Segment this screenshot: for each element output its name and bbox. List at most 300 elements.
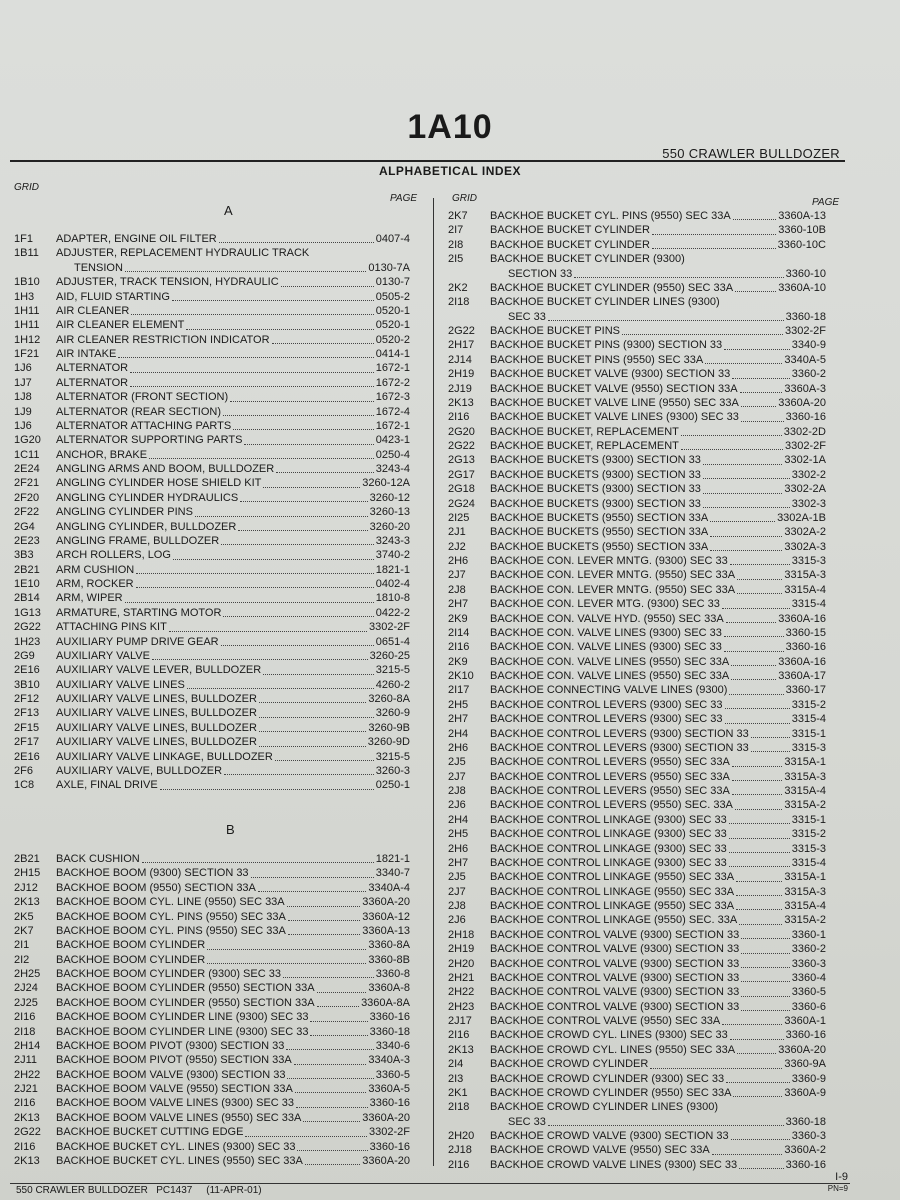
grid-code: 1H11 — [14, 304, 40, 317]
grid-code: 2J7 — [448, 569, 466, 582]
part-description: ANGLING CYLINDER HYDRAULICS — [56, 491, 239, 504]
part-description: BACKHOE BUCKET CYL. LINES (9550) SEC 33A — [56, 1154, 303, 1167]
grid-code: 2K13 — [448, 1043, 474, 1056]
column-divider — [433, 198, 434, 1166]
page-reference: 3740-2 — [375, 549, 410, 562]
entry-description-cell — [56, 1140, 370, 1154]
entry-description-cell — [56, 1010, 370, 1024]
dot-leader — [276, 472, 374, 473]
entry-description-cell — [490, 1028, 786, 1042]
page-reference: 3360A-9 — [784, 1086, 826, 1099]
part-description: ALTERNATOR (FRONT SECTION) — [56, 391, 229, 404]
grid-code: 2G17 — [448, 468, 475, 481]
page-reference: 3260-20 — [369, 520, 410, 533]
entry-description-cell — [490, 1100, 826, 1114]
page-reference: 1821-1 — [375, 563, 410, 576]
index-entry — [448, 482, 826, 496]
grid-code: 2I16 — [448, 411, 470, 424]
page-reference: 3315-3 — [791, 741, 826, 754]
entry-description-cell — [56, 1039, 376, 1053]
index-entry — [14, 996, 410, 1010]
page-reference: 3315-4 — [791, 856, 826, 869]
entry-description-cell — [490, 957, 792, 971]
index-entry — [448, 295, 826, 309]
entry-description-cell — [490, 439, 785, 453]
page-reference: 1821-1 — [375, 853, 410, 865]
entry-description-cell — [490, 554, 792, 568]
part-description: BACKHOE CON. VALVE LINES (9550) SEC 33A — [490, 670, 730, 682]
dot-leader — [310, 1035, 367, 1036]
dot-leader — [681, 449, 783, 450]
index-entry — [448, 252, 826, 266]
entry-description-cell — [56, 448, 376, 462]
entry-description-cell — [490, 913, 784, 927]
part-description: AUXILIARY VALVE LINKAGE, BULLDOZER — [56, 750, 273, 763]
dot-leader — [223, 616, 373, 617]
dot-leader — [272, 343, 374, 344]
part-description: BACKHOE CONTROL LINKAGE (9300) SEC 33 — [490, 842, 727, 855]
grid-code: 2I5 — [448, 253, 464, 266]
page-reference: 0520-2 — [375, 333, 410, 346]
grid-code: 1G20 — [14, 434, 41, 447]
page-reference: 3315A-3 — [784, 885, 826, 898]
part-description: BACKHOE BOOM CYLINDER (9300) SEC 33 — [56, 968, 281, 980]
entry-description-cell — [56, 1068, 376, 1082]
grid-code: 2H5 — [448, 828, 469, 841]
index-entry — [448, 1129, 826, 1143]
grid-code: 2G22 — [14, 1126, 41, 1139]
index-entry — [448, 540, 826, 554]
page-reference: 3315-3 — [791, 842, 826, 855]
dot-leader — [732, 794, 783, 795]
grid-code: 1J9 — [14, 405, 32, 418]
page-reference: 3260-12A — [362, 477, 410, 490]
entry-description-cell — [490, 353, 784, 367]
entry-description-cell — [56, 606, 376, 620]
page-reference: 3360A-20 — [778, 396, 826, 409]
entry-description-cell — [490, 482, 784, 496]
part-description: AUXILIARY PUMP DRIVE GEAR — [56, 635, 219, 648]
dot-leader — [737, 579, 782, 580]
grid-code: 2I25 — [448, 511, 470, 524]
dot-leader — [245, 1136, 367, 1137]
part-description: AUXILIARY VALVE LINES, BULLDOZER — [56, 693, 257, 705]
part-description: SECTION 33 — [508, 267, 573, 280]
entry-description-cell — [490, 813, 792, 827]
page-reference: 1810-8 — [375, 592, 410, 605]
index-title: ALPHABETICAL INDEX — [378, 164, 522, 178]
page-reference: 1672-4 — [375, 405, 410, 418]
part-description: BACKHOE CROWD CYLINDER — [490, 1058, 649, 1071]
grid-code: 2J21 — [14, 1083, 38, 1095]
grid-code: 2J25 — [14, 996, 38, 1009]
entry-description-cell — [56, 304, 376, 318]
entry-description-cell — [490, 468, 792, 482]
page-reference: 0402-4 — [375, 578, 410, 590]
index-entry — [448, 209, 826, 223]
entry-description-cell — [490, 583, 784, 597]
index-entry — [448, 324, 826, 338]
dot-leader — [125, 602, 374, 603]
dot-leader — [730, 1039, 784, 1040]
grid-code: 2G18 — [448, 483, 475, 496]
index-entry — [14, 491, 410, 505]
entry-description-cell — [56, 577, 376, 591]
dot-leader — [710, 536, 782, 537]
entry-description-cell — [490, 511, 777, 525]
part-description: ANGLING ARMS AND BOOM, BULLDOZER — [56, 463, 275, 475]
entry-description-cell — [56, 390, 376, 404]
grid-code: 2H4 — [448, 813, 469, 826]
dot-leader — [259, 717, 374, 718]
grid-code: 2J5 — [448, 871, 466, 884]
part-description: AUXILIARY VALVE LINES, BULLDOZER — [56, 707, 257, 720]
grid-code: 2H14 — [14, 1039, 41, 1052]
index-entry — [14, 419, 410, 433]
footer-rule — [10, 1183, 850, 1184]
part-description: BACKHOE CON. VALVE LINES (9550) SEC 33A — [490, 655, 730, 668]
entry-description-cell — [56, 491, 370, 505]
page-reference: 3360-15 — [785, 626, 826, 639]
dot-leader — [650, 1068, 782, 1069]
dot-leader — [736, 895, 782, 896]
part-description: BACKHOE BUCKET CUTTING EDGE — [56, 1126, 244, 1139]
index-entry — [14, 1053, 410, 1067]
dot-leader — [710, 521, 775, 522]
grid-code: 2G20 — [448, 425, 475, 438]
part-description: SEC 33 — [508, 1115, 546, 1128]
part-description: AIR CLEANER — [56, 304, 130, 317]
grid-code: 2J7 — [448, 770, 466, 783]
part-description: BACKHOE CON. LEVER MNTG. (9550) SEC 33A — [490, 583, 736, 596]
index-entry — [14, 1111, 410, 1125]
grid-code: 1C8 — [14, 779, 35, 792]
page-reference: 3215-5 — [375, 750, 410, 763]
page-reference: 3360-17 — [785, 684, 826, 697]
entry-description-cell — [490, 310, 786, 324]
part-description: BACKHOE BOOM CYLINDER (9550) SECTION 33A — [56, 996, 315, 1009]
part-description: AUXILIARY VALVE, BULLDOZER — [56, 764, 223, 777]
dot-leader — [729, 866, 790, 867]
page-reference: 3360-4 — [791, 971, 826, 984]
index-entry — [14, 361, 410, 375]
grid-code: 2K10 — [448, 670, 474, 682]
entry-description-cell — [56, 910, 362, 924]
entry-description-cell — [490, 655, 778, 669]
index-entry — [448, 1072, 826, 1086]
dot-leader — [221, 645, 374, 646]
page-reference: 3360-18 — [369, 1025, 410, 1038]
grid-code: 2B21 — [14, 853, 40, 865]
grid-code: 2J2 — [448, 540, 466, 553]
part-description: BACKHOE CROWD CYLINDER (9300) SEC 33 — [490, 1072, 725, 1085]
page-reference: 3360-2 — [791, 943, 826, 956]
dot-leader — [732, 378, 789, 379]
page-reference: 3360A-12 — [362, 910, 410, 923]
entry-description-cell — [490, 727, 792, 741]
page-reference: 3360A-16 — [778, 612, 826, 625]
part-description: BACKHOE BUCKET VALVE LINES (9300) SEC 33 — [490, 411, 739, 424]
index-entry — [14, 750, 410, 764]
entry-description-cell — [56, 1111, 362, 1125]
index-entry — [14, 433, 410, 447]
entry-description-cell — [56, 505, 370, 519]
page-reference: 0423-1 — [375, 434, 410, 447]
page-reference: 3360A-5 — [368, 1083, 410, 1095]
grid-code: 2G22 — [14, 621, 41, 634]
index-entry — [14, 953, 410, 967]
part-description: BACKHOE BOOM CYL. PINS (9550) SEC 33A — [56, 924, 286, 937]
index-entry — [448, 683, 826, 697]
page-reference: 0520-1 — [375, 319, 410, 332]
grid-code: 2K13 — [448, 396, 474, 409]
part-description: BACKHOE CONTROL LINKAGE (9300) SEC 33 — [490, 856, 727, 869]
entry-description-cell — [56, 706, 376, 720]
entry-description-cell — [490, 1014, 784, 1028]
entry-description-cell — [56, 290, 376, 304]
page-reference: 3360A-17 — [778, 670, 826, 682]
grid-code: 2G13 — [448, 454, 475, 467]
grid-code: 2E16 — [14, 750, 40, 763]
index-entry — [14, 606, 410, 620]
dot-leader — [173, 559, 374, 560]
dot-leader — [296, 1107, 368, 1108]
grid-code: 2B14 — [14, 592, 40, 605]
grid-code: 2H7 — [448, 598, 469, 611]
dot-leader — [731, 665, 776, 666]
page-reference: 3260-25 — [369, 649, 410, 662]
part-description: BACKHOE CONTROL LINKAGE (9300) SEC 33 — [490, 813, 727, 826]
dot-leader — [722, 1024, 782, 1025]
entry-description-cell — [490, 741, 792, 755]
entry-description-cell — [490, 238, 778, 252]
dot-leader — [724, 651, 784, 652]
page-reference: 3302-2A — [784, 483, 826, 496]
page-reference: 3315-1 — [791, 813, 826, 826]
part-description: SEC 33 — [508, 310, 546, 323]
part-description: ARM CUSHION — [56, 563, 135, 576]
grid-code: 2H7 — [448, 713, 469, 726]
grid-code: 2B21 — [14, 563, 40, 576]
part-description: BACKHOE BUCKET PINS (9550) SEC 33A — [490, 353, 704, 366]
page-reference: 0407-4 — [375, 233, 410, 245]
entry-description-cell — [56, 981, 368, 995]
page-reference: 3315-3 — [791, 555, 826, 567]
entry-description-cell — [490, 971, 792, 985]
grid-code: 2H18 — [448, 928, 475, 941]
part-description: BACKHOE BOOM VALVE LINES (9300) SEC 33 — [56, 1097, 295, 1110]
dot-leader — [172, 300, 374, 301]
grid-label-right: GRID — [452, 193, 477, 204]
index-entry — [14, 318, 410, 332]
part-description: BACKHOE CON. LEVER MNTG. (9300) SEC 33 — [490, 555, 728, 567]
entry-description-cell — [490, 367, 792, 381]
part-description: AUXILIARY VALVE LINES, BULLDOZER — [56, 721, 257, 734]
entry-description-cell — [56, 678, 376, 692]
entry-description-cell — [490, 842, 792, 856]
index-entry — [448, 267, 826, 281]
page-reference: 3360-10 — [785, 267, 826, 280]
part-description: ANCHOR, BRAKE — [56, 448, 148, 461]
dot-leader — [681, 435, 782, 436]
part-description: BACKHOE CONTROL LEVERS (9300) SECTION 33 — [490, 741, 749, 754]
grid-code: 2F6 — [14, 764, 33, 777]
grid-code: 2J18 — [448, 1144, 472, 1157]
part-description: ANGLING CYLINDER, BULLDOZER — [56, 520, 237, 533]
index-entry — [448, 770, 826, 784]
page-reference: 0422-2 — [375, 606, 410, 619]
page-label-left: PAGE — [390, 193, 418, 204]
dot-leader — [729, 838, 790, 839]
entry-description-cell — [56, 663, 376, 677]
index-entry — [448, 497, 826, 511]
dot-leader — [726, 1082, 790, 1083]
index-entry — [448, 655, 826, 669]
index-entry — [448, 626, 826, 640]
part-description: BACKHOE CONTROL LEVERS (9550) SEC 33A — [490, 785, 730, 797]
entry-description-cell — [56, 852, 376, 866]
entry-description-cell — [56, 938, 368, 952]
index-entry — [448, 1100, 826, 1114]
page-reference: 1672-1 — [375, 419, 410, 432]
grid-code: 1H12 — [14, 333, 41, 346]
index-entry — [14, 1039, 410, 1053]
index-entry — [448, 885, 826, 899]
part-description: BACKHOE CONTROL LINKAGE (9550) SEC 33A — [490, 871, 735, 884]
dot-leader — [317, 992, 367, 993]
index-entry — [14, 706, 410, 720]
dot-leader — [275, 760, 374, 761]
part-description: BACKHOE BOOM CYLINDER LINE (9300) SEC 33 — [56, 1025, 309, 1038]
part-description: BACKHOE BUCKET CYLINDER (9300) — [490, 253, 685, 266]
grid-code: 2J6 — [448, 799, 466, 812]
page-reference: 3260-12 — [369, 491, 410, 504]
page-reference: 3360-3 — [791, 1130, 826, 1142]
entry-description-cell — [490, 784, 784, 798]
dot-leader — [317, 1006, 359, 1007]
grid-code: 1F1 — [14, 233, 33, 245]
index-entry — [448, 1028, 826, 1042]
entry-description-cell — [490, 252, 826, 266]
index-entry — [448, 425, 826, 439]
grid-code: 2I16 — [14, 1140, 36, 1153]
index-entry — [14, 347, 410, 361]
index-entry — [448, 281, 826, 295]
entry-description-cell — [490, 497, 792, 511]
dot-leader — [622, 334, 783, 335]
part-description: BACKHOE CROWD CYL. LINES (9550) SEC 33A — [490, 1043, 736, 1056]
page-reference: 3360-10C — [777, 238, 826, 251]
index-entry — [14, 520, 410, 534]
pn-label: PN=9 — [827, 1184, 848, 1193]
grid-code: 2K13 — [14, 1154, 40, 1167]
dot-leader — [207, 963, 366, 964]
entry-description-cell — [490, 928, 792, 942]
grid-code: 1G13 — [14, 606, 41, 619]
page-reference: 3360-16 — [369, 1097, 410, 1110]
page-reference: 3260-13 — [369, 506, 410, 519]
page-reference: 3360A-20 — [362, 896, 410, 909]
dot-leader — [251, 877, 374, 878]
grid-code: 2E24 — [14, 463, 40, 475]
entry-description-cell — [56, 462, 376, 476]
dot-leader — [725, 723, 790, 724]
dot-leader — [652, 234, 776, 235]
dot-leader — [730, 564, 790, 565]
grid-code: 1E10 — [14, 578, 40, 590]
entry-description-cell — [490, 540, 784, 554]
index-entry — [448, 698, 826, 712]
part-description: BACKHOE CON. VALVE HYD. (9550) SEC 33A — [490, 612, 724, 625]
dot-leader — [219, 242, 374, 243]
part-description: ANGLING FRAME, BULLDOZER — [56, 534, 220, 547]
index-entry — [14, 938, 410, 952]
part-description: ALTERNATOR — [56, 376, 129, 389]
entry-description-cell — [56, 1125, 369, 1139]
entry-description-cell — [490, 798, 784, 812]
page-reference: 3360-5 — [375, 1068, 410, 1081]
page-reference: 0130-7 — [375, 276, 410, 289]
page-reference: 3360A-10 — [778, 281, 826, 294]
grid-code: 2H20 — [448, 1130, 475, 1142]
index-entry — [448, 813, 826, 827]
part-description: BACKHOE BUCKET CYLINDER LINES (9300) — [490, 296, 720, 309]
page-reference: 3360A-2 — [784, 1144, 826, 1157]
page-reference: 3360A-20 — [778, 1043, 826, 1056]
page-reference: 3360A-13 — [362, 924, 410, 937]
part-description: AIR CLEANER RESTRICTION INDICATOR — [56, 333, 270, 346]
page-reference: 3340A-3 — [368, 1054, 410, 1067]
grid-code: 2H22 — [14, 1068, 41, 1081]
entry-description-cell — [56, 347, 376, 361]
part-description: BACKHOE BUCKET CYLINDER (9550) SEC 33A — [490, 281, 734, 294]
index-entry — [14, 462, 410, 476]
dot-leader — [295, 1092, 367, 1093]
page-reference: 3260-9 — [375, 707, 410, 720]
dot-leader — [741, 406, 776, 407]
part-description: AUXILIARY VALVE — [56, 649, 150, 662]
dot-leader — [735, 809, 783, 810]
part-description: BACKHOE BOOM PIVOT (9550) SECTION 33A — [56, 1054, 292, 1067]
index-entry — [448, 712, 826, 726]
entry-description-cell — [490, 396, 778, 410]
part-description: ARM, ROCKER — [56, 578, 134, 590]
index-entry — [14, 1010, 410, 1024]
index-entry — [448, 842, 826, 856]
grid-code: 2H19 — [448, 368, 475, 381]
footer-page-number — [828, 1172, 848, 1194]
part-description: BACKHOE CONTROL LEVERS (9300) SEC 33 — [490, 713, 723, 726]
page-reference: 3260-8A — [368, 693, 410, 705]
page-reference: 3243-3 — [375, 534, 410, 547]
dot-leader — [207, 949, 366, 950]
dot-leader — [741, 953, 790, 954]
entry-description-cell — [56, 261, 368, 275]
index-entry — [14, 448, 410, 462]
entry-description-cell — [490, 410, 786, 424]
grid-code: 2H20 — [448, 957, 475, 970]
grid-code: 1H3 — [14, 290, 35, 303]
index-entry — [14, 534, 410, 548]
index-entry — [448, 597, 826, 611]
page-reference: 3360-5 — [791, 986, 826, 999]
page-reference: 3360A-20 — [362, 1111, 410, 1124]
index-entry — [448, 928, 826, 942]
index-entry — [14, 304, 410, 318]
index-entry — [14, 764, 410, 778]
grid-code: 2J14 — [448, 353, 472, 366]
part-description: BACKHOE CROWD VALVE (9550) SEC 33A — [490, 1144, 710, 1157]
